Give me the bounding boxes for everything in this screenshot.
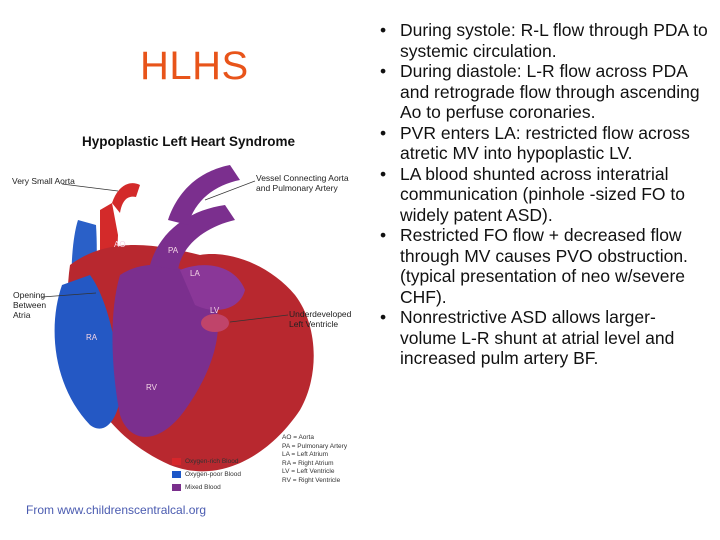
slide-title: HLHS	[140, 44, 249, 88]
label-opening-between-atria: Opening Between Atria	[13, 290, 47, 320]
bullet-glyph: •	[380, 122, 387, 143]
bullet-glyph: •	[380, 61, 387, 81]
bullet-item: • Restricted FO flow + decreased flow through MV causes PVO obstruction. (typical presentation of neo w/severe CHF).	[380, 225, 688, 307]
bullet-item: • LA blood shunted across interatrial communication (pinhole -sized FO to widely patent ASD).	[380, 163, 685, 225]
chamber-la: LA	[190, 269, 200, 278]
chamber-rv: RV	[146, 383, 157, 392]
bullet-glyph: •	[380, 307, 387, 327]
legend-oxygen-rich: Oxygen-rich Blood	[172, 458, 238, 465]
image-credit: From www.childrenscentralcal.org	[26, 503, 207, 517]
bullet-item: • During diastole: L-R flow across PDA and retrograde flow through ascending Ao to perfuse coronaries.	[380, 61, 700, 122]
left-ventricle	[201, 314, 229, 332]
chamber-lv: LV	[210, 306, 220, 315]
bullet-item: • During systole: R-L flow through PDA to systemic circulation.	[380, 20, 708, 61]
label-underdeveloped-lv: Underdeveloped Left Ventricle	[289, 309, 352, 329]
bullet-glyph: •	[380, 20, 387, 40]
bullet-item: • Nonrestrictive ASD allows larger-volume L-R shunt at atrial level and increased pulm artery BF.	[380, 307, 675, 368]
legend-oxygen-poor: Oxygen-poor Blood	[172, 471, 241, 478]
legend-mixed: Mixed Blood	[172, 484, 221, 491]
chamber-ao: AO	[114, 240, 126, 249]
label-very-small-aorta: Very Small Aorta	[12, 176, 75, 186]
small-aorta	[112, 183, 140, 213]
legend-key-list: AO = Aorta PA = Pulmonary Artery LA = Left Atrium RA = Right Atrium LV = Left Ventricle RV = Right Ventricle	[282, 434, 348, 484]
bullet-glyph: •	[380, 163, 387, 184]
diagram-title: Hypoplastic Left Heart Syndrome	[82, 134, 296, 149]
swatch-mixed	[172, 484, 181, 491]
chamber-pa: PA	[168, 246, 179, 255]
heart-diagram	[0, 125, 372, 497]
chamber-ra: RA	[86, 333, 98, 342]
bullet-glyph: •	[380, 225, 387, 245]
swatch-oxygen-rich	[172, 458, 181, 465]
bullet-list	[372, 20, 712, 369]
label-vessel-connecting: Vessel Connecting Aorta and Pulmonary Artery	[256, 173, 349, 193]
swatch-oxygen-poor	[172, 471, 181, 478]
bullet-item: • PVR enters LA: restricted flow across atretic MV into hypoplastic LV.	[380, 122, 690, 163]
